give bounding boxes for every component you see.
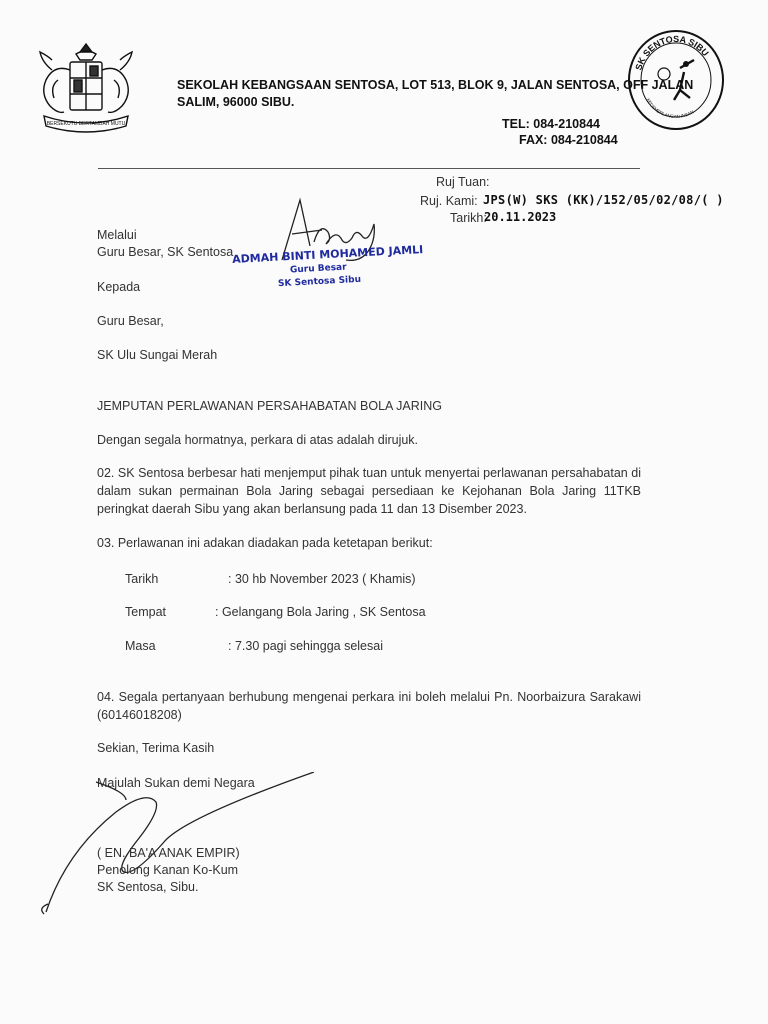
signatory-name: ( EN. BA'A ANAK EMPIR) — [97, 846, 240, 860]
letterhead-divider — [98, 168, 640, 169]
ruj-tuan-label: Ruj Tuan: — [436, 175, 490, 189]
svg-text:KECEMERLANGAN INSAN: KECEMERLANGAN INSAN — [645, 97, 695, 120]
detail-tempat-value: : Gelangang Bola Jaring , SK Sentosa — [215, 605, 426, 619]
motto: Majulah Sukan demi Negara — [97, 776, 255, 790]
stamp-title: Guru Besar — [289, 262, 347, 276]
stamp-school: SK Sentosa Sibu — [277, 274, 362, 290]
school-logo — [624, 28, 728, 132]
paragraph-03: 03. Perlawanan ini adakan diadakan pada ketetapan berikut: — [97, 536, 433, 550]
letter-subject: JEMPUTAN PERLAWANAN PERSAHABATAN BOLA JARING — [97, 399, 442, 413]
recipient-title: Guru Besar, — [97, 314, 164, 328]
signatory-school: SK Sentosa, Sibu. — [97, 880, 199, 894]
paragraph-02: 02. SK Sentosa berbesar hati menjemput pihak tuan untuk menyertai perlawanan persahabatan di dalam sukan permainan Bola Jaring sebagai persediaan ke Kejohanan Bola Jaring 11TKB peringkat daerah Sibu yang akan berlansung pada 11 dan 13 Disember 2023. — [97, 466, 641, 516]
kepada-label: Kepada — [97, 280, 141, 294]
address-line-1: SEKOLAH KEBANGSAAN SENTOSA, LOT 513, BLOK 9, JALAN SENTOSA, OFF JALAN — [177, 78, 694, 92]
tarikh-label: Tarikh: — [450, 211, 487, 225]
recipient-school: SK Ulu Sungai Merah — [97, 348, 218, 362]
detail-tempat-label: Tempat — [125, 605, 166, 619]
address-line-2: SALIM, 96000 SIBU. — [177, 95, 295, 109]
ruj-kami-value: JPS(W) SKS (KK)/152/05/02/08/( ) — [483, 193, 724, 207]
melalui-label: Melalui — [97, 228, 137, 242]
malaysia-crest-logo — [30, 40, 142, 140]
detail-masa-value: : 7.30 pagi sehingga selesai — [228, 639, 383, 653]
greeting: Dengan segala hormatnya, perkara di atas adalah dirujuk. — [97, 433, 419, 447]
detail-tarikh-value: : 30 hb November 2023 ( Khamis) — [228, 572, 416, 586]
detail-masa-label: Masa — [125, 639, 156, 653]
signatory-position: Penolong Kanan Ko-Kum — [97, 863, 239, 877]
closing: Sekian, Terima Kasih — [97, 741, 215, 755]
via-recipient: Guru Besar, SK Sentosa — [97, 245, 234, 259]
ruj-kami-label: Ruj. Kami: — [420, 194, 478, 208]
tarikh-value: 20.11.2023 — [484, 210, 557, 224]
paragraph-04: 04. Segala pertanyaan berhubung mengenai perkara ini boleh melalui Pn. Noorbaizura Sarakawi (60146018208) — [97, 690, 641, 722]
stamp-name: ADMAH BINTI MOHAMED JAMLI — [231, 243, 424, 266]
detail-tarikh-label: Tarikh — [125, 572, 159, 586]
svg-text:BERSEKUTU BERTAMBAH MUTU: BERSEKUTU BERTAMBAH MUTU — [46, 121, 126, 127]
tel-number: TEL: 084-210844 — [502, 117, 600, 131]
svg-text:SK SENTOSA SIBU: SK SENTOSA SIBU — [633, 33, 711, 72]
fax-number: FAX: 084-210844 — [519, 133, 618, 147]
